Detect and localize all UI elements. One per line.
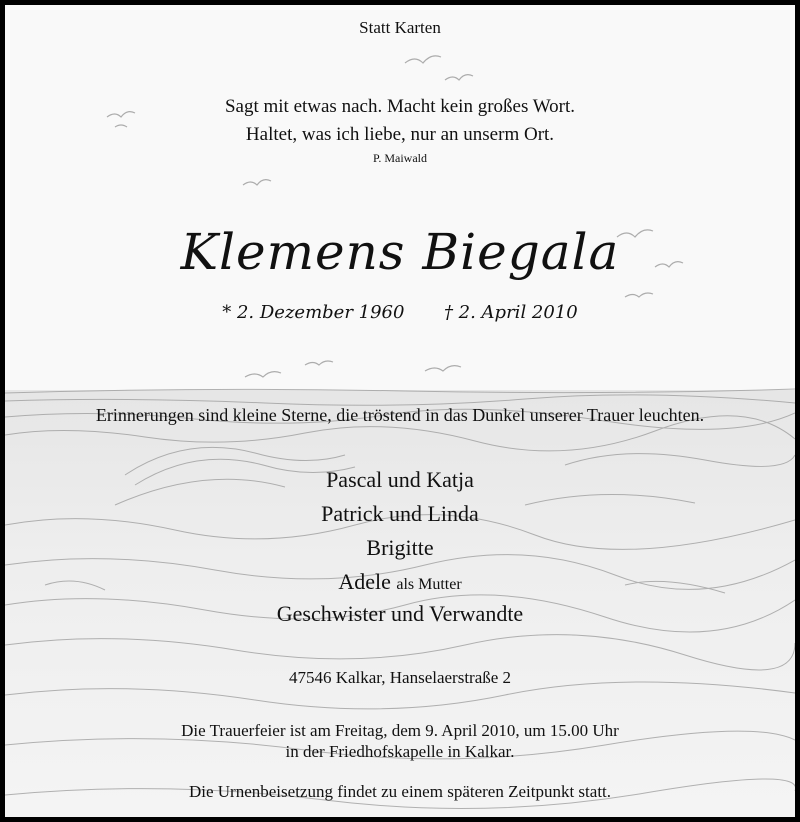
- memorial-motto: Erinnerungen sind kleine Sterne, die tröstend in das Dunkel unserer Trauer leuchten.: [95, 405, 705, 425]
- funeral-line-1: Die Trauerfeier ist am Freitag, dem 9. April 2010, um 15.00 Uhr: [181, 721, 619, 740]
- mourner-4-role: als Mutter: [396, 576, 462, 593]
- mourner-3: Brigitte: [366, 535, 434, 560]
- quote-line-1: Sagt mit etwas nach. Macht kein großes Wort.: [224, 96, 576, 117]
- death-date: † 2. April 2010: [443, 302, 578, 323]
- mourner-4-name: Adele: [338, 569, 391, 594]
- funeral-line-2: in der Friedhofskapelle in Kalkar.: [285, 742, 515, 761]
- mourner-2: Patrick und Linda: [321, 501, 479, 526]
- birth-date: * 2. Dezember 1960: [222, 302, 405, 323]
- statt-karten-header: Statt Karten: [359, 18, 441, 37]
- deceased-name: Klemens Biegala: [180, 223, 620, 281]
- quote-author: P. Maiwald: [373, 151, 427, 165]
- mourner-1: Pascal und Katja: [326, 467, 474, 492]
- quote-line-2: Haltet, was ich liebe, nur an unserm Ort.: [245, 124, 555, 145]
- life-dates: [5, 302, 795, 323]
- urn-burial-note: Die Urnenbeisetzung findet zu einem späteren Zeitpunkt statt.: [188, 782, 612, 801]
- mourner-5: Geschwister und Verwandte: [276, 601, 524, 626]
- family-address: 47546 Kalkar, Hanselaerstraße 2: [288, 668, 512, 687]
